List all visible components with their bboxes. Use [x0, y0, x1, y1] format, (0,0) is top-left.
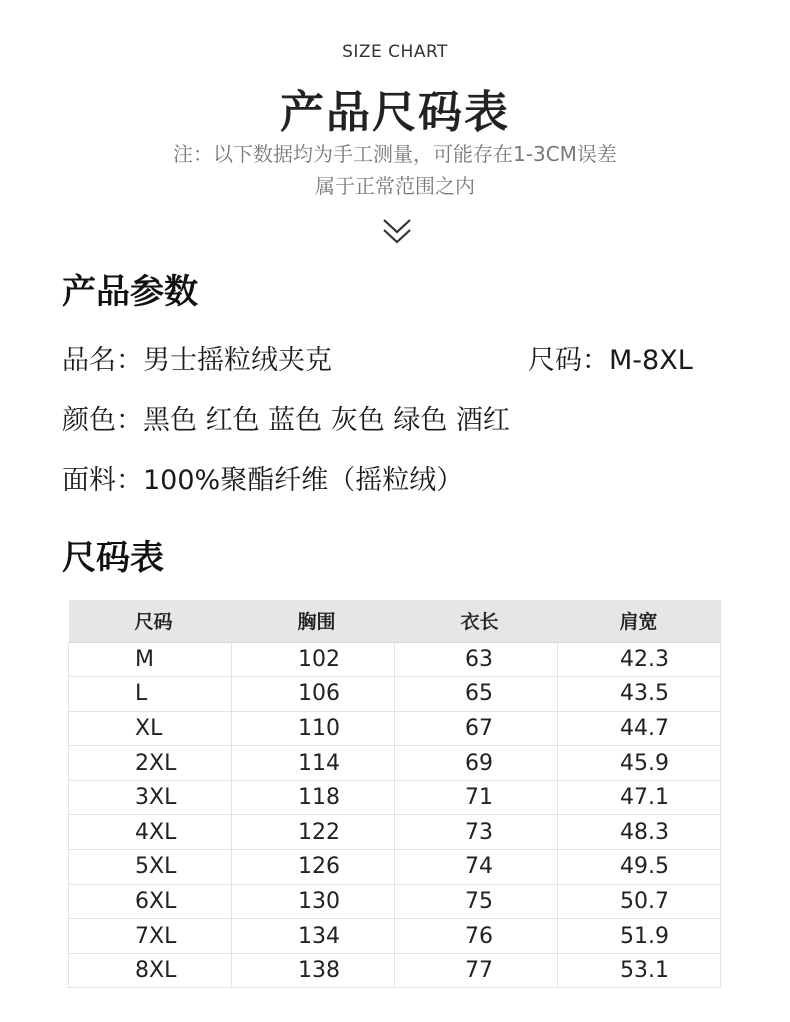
table-header-row [69, 600, 721, 642]
size-cell: 8XL [69, 953, 232, 988]
chest-cell: 122 [232, 815, 395, 850]
chest-cell: 118 [232, 780, 395, 815]
size-cell: XL [69, 711, 232, 746]
table-row [69, 711, 721, 746]
double-chevron-down-icon [380, 214, 414, 248]
shoulder-cell: 42.3 [558, 642, 721, 677]
size-cell: 6XL [69, 884, 232, 919]
chest-cell: 106 [232, 677, 395, 712]
shoulder-cell: 50.7 [558, 884, 721, 919]
table-row [69, 953, 721, 988]
header-size: 尺码 [69, 600, 232, 642]
length-cell: 69 [395, 746, 558, 781]
chest-cell: 114 [232, 746, 395, 781]
size-cell: 4XL [69, 815, 232, 850]
size-cell: 7XL [69, 919, 232, 954]
length-cell: 76 [395, 919, 558, 954]
size-cell: 3XL [69, 780, 232, 815]
size-cell: L [69, 677, 232, 712]
length-cell: 71 [395, 780, 558, 815]
size-table [68, 600, 720, 990]
product-colors: 颜色：黑色 红色 蓝色 灰色 绿色 酒红 [62, 405, 510, 436]
table-row [69, 780, 721, 815]
chest-cell: 138 [232, 953, 395, 988]
size-cell: M [69, 642, 232, 677]
length-cell: 65 [395, 677, 558, 712]
page-title: 产品尺码表 [280, 87, 510, 138]
product-fabric: 面料：100%聚酯纤维（摇粒绒） [62, 465, 464, 496]
length-cell: 67 [395, 711, 558, 746]
length-cell: 75 [395, 884, 558, 919]
header-chest: 胸围 [232, 600, 395, 642]
shoulder-cell: 47.1 [558, 780, 721, 815]
chest-cell: 110 [232, 711, 395, 746]
shoulder-cell: 43.5 [558, 677, 721, 712]
chest-cell: 130 [232, 884, 395, 919]
size-chart-subtitle: SIZE CHART [342, 42, 448, 62]
product-size-range: 尺码：M-8XL [528, 345, 693, 376]
size-cell: 5XL [69, 850, 232, 885]
chest-cell: 134 [232, 919, 395, 954]
header-shoulder: 肩宽 [558, 600, 721, 642]
chest-cell: 126 [232, 850, 395, 885]
product-name: 品名：男士摇粒绒夹克 [62, 345, 332, 376]
measurement-note-continued: 属于正常范围之内 [315, 174, 475, 198]
shoulder-cell: 51.9 [558, 919, 721, 954]
table-row [69, 746, 721, 781]
length-cell: 74 [395, 850, 558, 885]
table-row [69, 850, 721, 885]
size-cell: 2XL [69, 746, 232, 781]
shoulder-cell: 44.7 [558, 711, 721, 746]
header-length: 衣长 [395, 600, 558, 642]
table-row [69, 919, 721, 954]
shoulder-cell: 49.5 [558, 850, 721, 885]
table-row [69, 815, 721, 850]
measurement-note: 注：以下数据均为手工测量，可能存在1-3CM误差 [173, 142, 617, 166]
shoulder-cell: 45.9 [558, 746, 721, 781]
length-cell: 73 [395, 815, 558, 850]
table-row [69, 642, 721, 677]
table-row [69, 884, 721, 919]
length-cell: 77 [395, 953, 558, 988]
length-cell: 63 [395, 642, 558, 677]
shoulder-cell: 48.3 [558, 815, 721, 850]
size-table-section-title: 尺码表 [62, 538, 164, 578]
table-row [69, 677, 721, 712]
shoulder-cell: 53.1 [558, 953, 721, 988]
params-section-title: 产品参数 [62, 272, 198, 312]
chest-cell: 102 [232, 642, 395, 677]
